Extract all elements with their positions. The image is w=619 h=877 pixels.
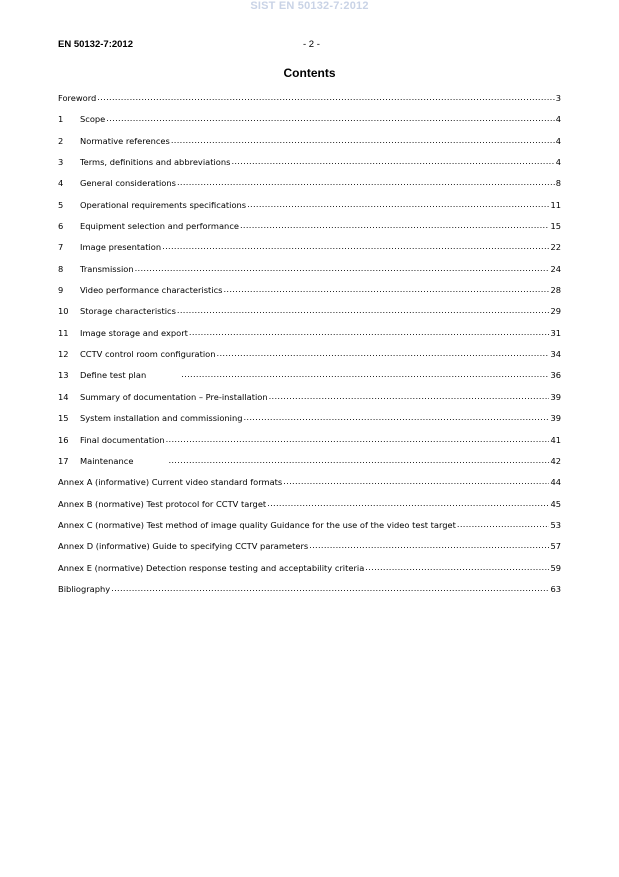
toc-entry[interactable] <box>58 262 561 283</box>
toc-entry-number: 10 <box>58 306 69 317</box>
toc-entry-page: 39 <box>550 413 561 424</box>
toc-entry[interactable] <box>58 283 561 304</box>
toc-entry-page: 39 <box>550 391 561 402</box>
toc-entry[interactable] <box>58 454 561 475</box>
toc-entry[interactable] <box>58 326 561 347</box>
toc-leader <box>177 175 555 189</box>
toc-entry-label: Annex E (normative) Detection response testing and acceptability criteria <box>58 562 365 573</box>
toc-entry-number: 4 <box>58 178 64 189</box>
toc-entry[interactable] <box>58 155 561 176</box>
toc-leader <box>171 133 555 147</box>
toc-leader <box>365 560 549 574</box>
toc-leader <box>267 496 549 510</box>
toc-entry[interactable] <box>58 368 561 389</box>
toc-leader <box>111 581 549 595</box>
toc-entry-label: Storage characteristics <box>80 306 176 317</box>
toc-entry[interactable] <box>58 198 561 219</box>
toc-entry[interactable] <box>58 539 561 560</box>
toc-leader <box>97 90 554 104</box>
toc-entry-label: Transmission <box>80 263 134 274</box>
toc-entry[interactable] <box>58 390 561 411</box>
toc-entry[interactable] <box>58 347 561 368</box>
toc-entry-page: 34 <box>550 349 561 360</box>
toc-entry-page: 3 <box>555 93 561 103</box>
toc-entry[interactable] <box>58 91 561 112</box>
toc-leader <box>457 517 550 531</box>
toc-leader <box>181 367 549 381</box>
toc-leader <box>166 432 550 446</box>
toc-entry-page: 42 <box>550 455 561 466</box>
toc-entry-label: Annex D (informative) Guide to specifying CCTV parameters <box>58 541 309 552</box>
toc-entry-page: 53 <box>550 519 561 530</box>
toc-entry[interactable] <box>58 411 561 432</box>
toc-leader <box>223 282 549 296</box>
toc-entry-label: Image storage and export <box>80 327 188 338</box>
toc-entry-label: Equipment selection and performance <box>80 221 239 232</box>
toc-entry-number: 13 <box>58 370 69 381</box>
toc-entry-number: 6 <box>58 221 64 232</box>
toc-entry-page: 4 <box>555 135 561 146</box>
toc-entry-label: Final documentation <box>80 434 165 445</box>
toc-entry[interactable] <box>58 561 561 582</box>
toc-leader <box>189 325 550 339</box>
toc-entry[interactable] <box>58 134 561 155</box>
toc-leader <box>217 346 550 360</box>
toc-entry-page: 15 <box>550 221 561 232</box>
toc-entry-number: 15 <box>58 413 69 424</box>
toc-leader <box>244 410 550 424</box>
toc-entry[interactable] <box>58 240 561 261</box>
toc-entry-label: CCTV control room configuration <box>80 349 216 360</box>
toc-entry-number: 5 <box>58 199 64 210</box>
toc-entry[interactable] <box>58 497 561 518</box>
toc-entry-page: 4 <box>555 157 561 168</box>
toc-entry-page: 24 <box>550 263 561 274</box>
toc-entry-label: Operational requirements specifications <box>80 199 247 210</box>
toc-leader <box>269 389 550 403</box>
toc-entry-label: Terms, definitions and abbreviations <box>80 157 231 168</box>
toc-entry-page: 4 <box>555 114 561 125</box>
toc-entry-page: 44 <box>550 477 561 488</box>
toc-entry-page: 57 <box>550 541 561 552</box>
toc-entry-number: 14 <box>58 391 69 402</box>
toc-entry-page: 41 <box>550 434 561 445</box>
toc-entry-label: Bibliography <box>58 583 111 594</box>
toc-entry[interactable] <box>58 582 561 603</box>
toc-entry-label: Video performance characteristics <box>80 285 223 296</box>
toc-entry-number: 12 <box>58 349 69 360</box>
toc-entry[interactable] <box>58 518 561 539</box>
toc-entry-label: Foreword <box>58 93 97 103</box>
toc-entry-label: Normative references <box>80 135 170 146</box>
toc-entry-page: 59 <box>550 562 561 573</box>
toc-entry-label: Annex C (normative) Test method of image quality Guidance for the use of the video test target <box>58 519 456 530</box>
toc-entry[interactable] <box>58 475 561 496</box>
toc-entry-number: 1 <box>58 114 64 125</box>
toc-entry-label: Maintenance <box>80 455 134 466</box>
toc-entry-label: Scope <box>80 114 106 125</box>
toc-entry-number: 3 <box>58 157 64 168</box>
toc-entry-number: 2 <box>58 135 64 146</box>
toc-entry-page: 36 <box>550 370 561 381</box>
toc-leader <box>240 218 549 232</box>
page-number: - 2 - <box>303 39 320 50</box>
watermark: SIST EN 50132-7:2012 <box>250 0 369 12</box>
toc-entry-label: Image presentation <box>80 242 162 253</box>
table-of-contents <box>58 91 561 603</box>
toc-entry-label: Summary of documentation – Pre-installation <box>80 391 268 402</box>
toc-entry-number: 16 <box>58 434 69 445</box>
toc-entry-label: General considerations <box>80 178 176 189</box>
toc-entry-page: 31 <box>550 327 561 338</box>
toc-leader <box>106 111 554 125</box>
toc-entry-number: 9 <box>58 285 64 296</box>
page-header <box>58 39 561 53</box>
toc-entry-page: 28 <box>550 285 561 296</box>
toc-entry-number: 11 <box>58 327 69 338</box>
toc-leader <box>168 453 549 467</box>
toc-entry-label: Annex A (informative) Current video standard formats <box>58 477 283 488</box>
toc-entry-label: Annex B (normative) Test protocol for CCTV target <box>58 498 267 509</box>
toc-leader <box>162 239 549 253</box>
page-title: Contents <box>283 66 336 80</box>
toc-leader <box>177 303 550 317</box>
toc-leader <box>283 474 549 488</box>
toc-entry[interactable] <box>58 176 561 197</box>
toc-entry-page: 29 <box>550 306 561 317</box>
toc-entry-number: 17 <box>58 455 69 466</box>
toc-entry[interactable] <box>58 304 561 325</box>
toc-entry-page: 63 <box>550 583 561 594</box>
toc-leader <box>231 154 554 168</box>
toc-leader <box>309 538 549 552</box>
toc-entry-label: System installation and commissioning <box>80 413 243 424</box>
toc-entry-label: Define test plan <box>80 370 147 381</box>
toc-leader <box>135 261 550 275</box>
toc-entry[interactable] <box>58 219 561 240</box>
toc-entry-page: 8 <box>555 178 561 189</box>
toc-entry[interactable] <box>58 433 561 454</box>
toc-entry-page: 45 <box>550 498 561 509</box>
toc-entry-page: 11 <box>550 199 561 210</box>
standard-number: EN 50132-7:2012 <box>58 39 133 50</box>
toc-entry[interactable] <box>58 112 561 133</box>
toc-entry-page: 22 <box>550 242 561 253</box>
toc-leader <box>247 197 549 211</box>
toc-entry-number: 8 <box>58 263 64 274</box>
toc-entry-number: 7 <box>58 242 64 253</box>
